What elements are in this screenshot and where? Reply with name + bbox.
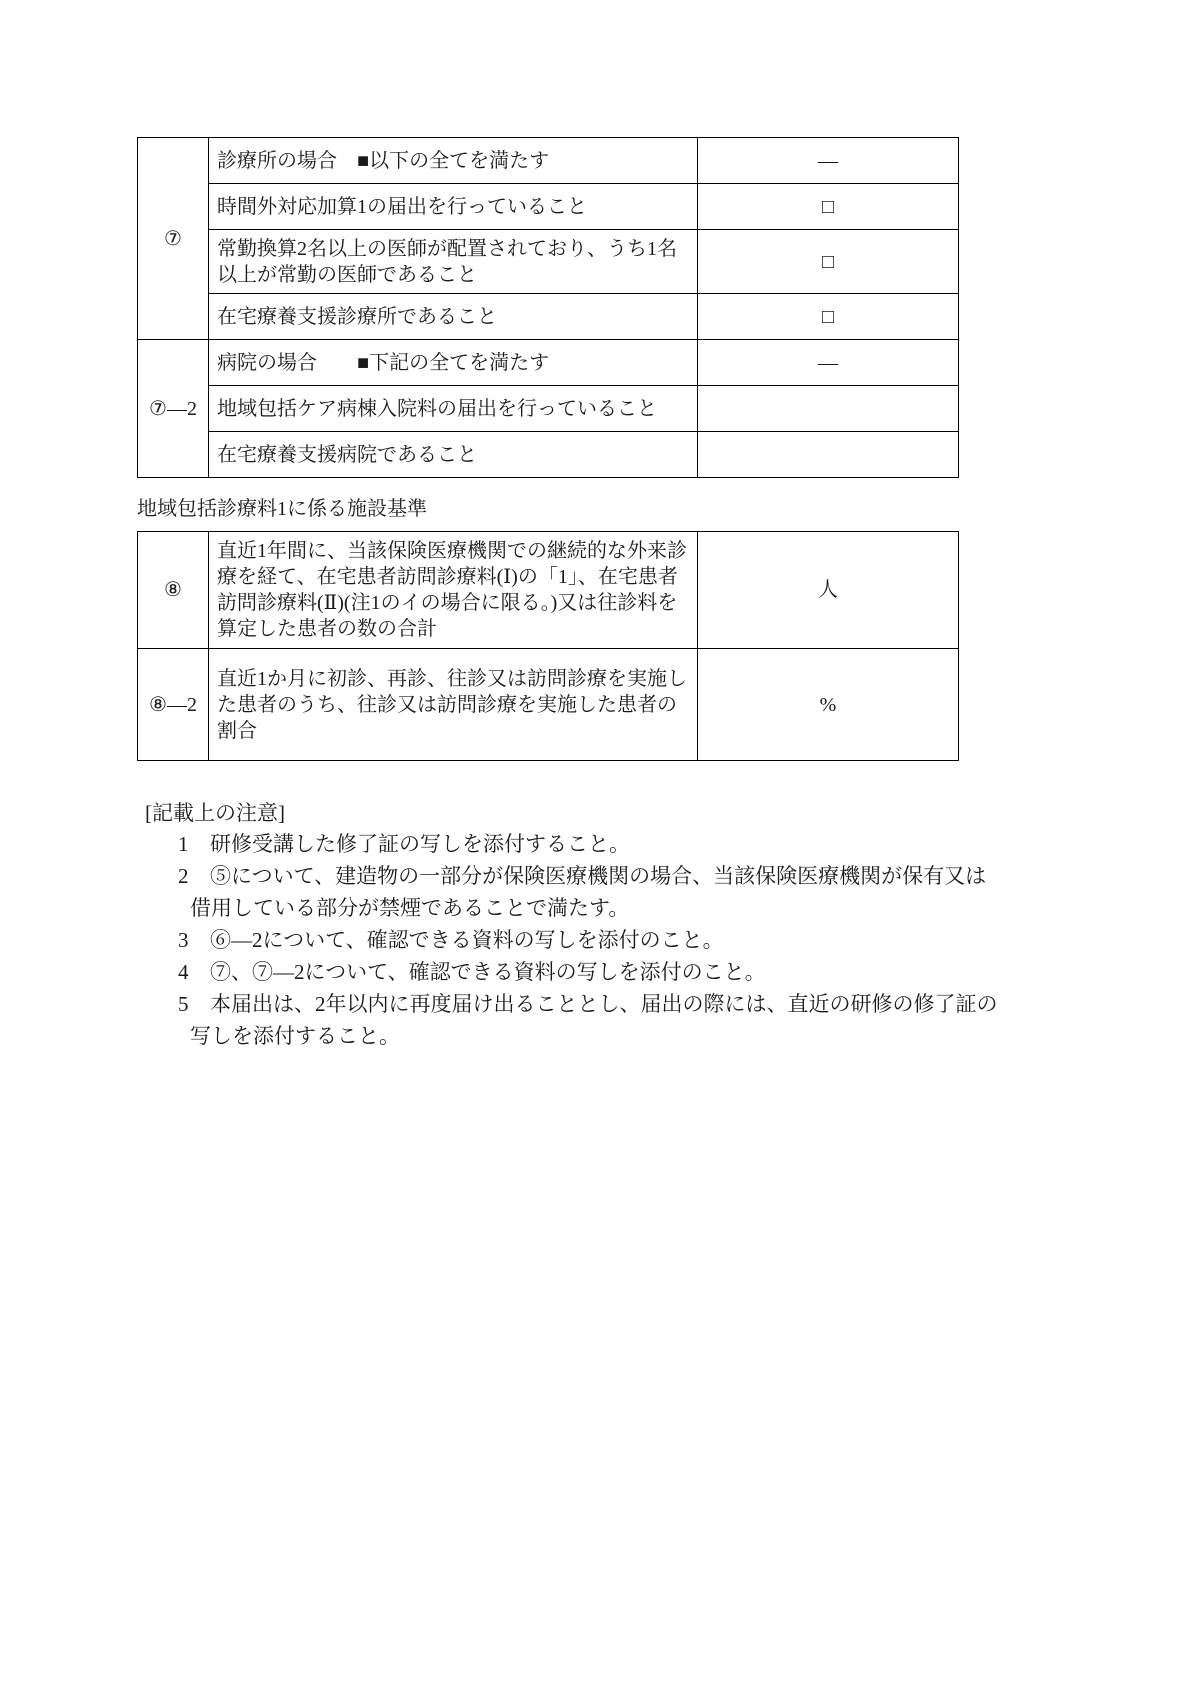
table-row — [138, 340, 959, 386]
note-number: 2 — [178, 864, 189, 888]
facility-criteria-table-bottom — [137, 531, 959, 761]
note-item-1 — [145, 828, 1045, 860]
checkbox-cell[interactable]: □ — [698, 230, 959, 294]
checkbox-cell[interactable]: □ — [698, 184, 959, 230]
table-row — [138, 532, 959, 649]
empty-value-cell[interactable] — [698, 432, 959, 478]
note-item-5 — [145, 988, 1045, 1052]
note-text: ⑥―2について、確認できる資料の写しを添付のこと。 — [210, 928, 724, 952]
criteria-text-community-care-ward: 地域包括ケア病棟入院料の届出を行っていること — [209, 386, 698, 432]
criteria-text-visit-ratio: 直近1か月に初診、再診、往診又は訪問診療を実施した患者のうち、往診又は訪問診療を実施した患者の割合 — [209, 649, 698, 761]
criteria-text-hospital-case: 病院の場合 ■下記の全てを満たす — [209, 340, 698, 386]
checkbox-cell[interactable]: □ — [698, 294, 959, 340]
note-text: ⑤について、建造物の一部分が保険医療機関の場合、当該保険医療機関が保有又は借用している部分が禁煙であることで満たす。 — [190, 864, 987, 920]
note-text: 研修受講した修了証の写しを添付すること。 — [210, 832, 630, 856]
row-label-8-2: ⑧―2 — [138, 649, 209, 761]
note-item-3 — [145, 924, 1045, 956]
criteria-text-overtime-addition: 時間外対応加算1の届出を行っていること — [209, 184, 698, 230]
note-item-2 — [145, 860, 1045, 924]
note-number: 3 — [178, 928, 189, 952]
notes-section — [145, 798, 1045, 1052]
note-text: ⑦、⑦―2について、確認できる資料の写しを添付のこと。 — [210, 960, 766, 984]
criteria-text-fulltime-doctors: 常勤換算2名以上の医師が配置されており、うち1名以上が常勤の医師であること — [209, 230, 698, 294]
patient-count-field[interactable]: 人 — [698, 532, 959, 649]
table-row — [138, 432, 959, 478]
table-row — [138, 386, 959, 432]
table-row — [138, 649, 959, 761]
table-row — [138, 230, 959, 294]
section-heading: 地域包括診療料1に係る施設基準 — [137, 498, 427, 520]
row-group-label-7-2: ⑦―2 — [138, 340, 209, 478]
empty-value-cell[interactable] — [698, 386, 959, 432]
criteria-text-clinic-case: 診療所の場合 ■以下の全てを満たす — [209, 138, 698, 184]
facility-criteria-table-top — [137, 137, 959, 478]
note-item-4 — [145, 956, 1045, 988]
criteria-text-home-care-clinic: 在宅療養支援診療所であること — [209, 294, 698, 340]
dash-cell: ― — [698, 138, 959, 184]
row-group-label-7: ⑦ — [138, 138, 209, 340]
criteria-text-patient-count: 直近1年間に、当該保険医療機関での継続的な外来診療を経て、在宅患者訪問診療料(Ⅰ)の「1」、在宅患者訪問診療料(Ⅱ)(注1のイの場合に限る。)又は往診料を算定した患者の数の合計 — [209, 532, 698, 649]
note-number: 1 — [178, 832, 189, 856]
note-text: 本届出は、2年以内に再度届け出ることとし、届出の際には、直近の研修の修了証の写しを添付すること。 — [190, 992, 998, 1048]
percentage-field[interactable]: % — [698, 649, 959, 761]
dash-cell: ― — [698, 340, 959, 386]
criteria-text-home-care-hospital: 在宅療養支援病院であること — [209, 432, 698, 478]
table-row — [138, 138, 959, 184]
row-label-8: ⑧ — [138, 532, 209, 649]
table-row — [138, 294, 959, 340]
note-number: 5 — [178, 992, 189, 1016]
note-number: 4 — [178, 960, 189, 984]
table-row — [138, 184, 959, 230]
notes-heading: [記載上の注意] — [145, 801, 285, 825]
